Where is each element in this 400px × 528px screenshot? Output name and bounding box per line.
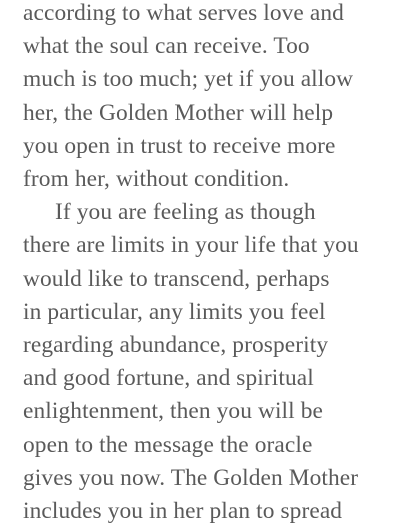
text-line: gives you now. The Golden Mother	[23, 464, 359, 491]
text-line: her, the Golden Mother will help	[23, 99, 334, 126]
text-line: enlightenment, then you will be	[23, 398, 323, 425]
text-line: regarding abundance, prosperity	[23, 332, 329, 359]
text-line: from her, without condition.	[23, 166, 290, 193]
text-line: and good fortune, and spiritual	[23, 365, 314, 392]
text-line: would like to transcend, perhaps	[23, 265, 330, 292]
paragraph-start-line: If you are feeling as though	[55, 199, 316, 226]
text-line: what the soul can receive. Too	[23, 33, 310, 60]
body-text	[23, 0, 393, 528]
text-line: you open in trust to receive more	[23, 132, 336, 159]
text-line: in particular, any limits you feel	[23, 298, 326, 325]
text-line: according to what serves love and	[23, 0, 344, 26]
text-line: open to the message the oracle	[23, 431, 313, 458]
text-line: much is too much; yet if you allow	[23, 66, 354, 93]
text-line: there are limits in your life that you	[23, 232, 359, 259]
text-line: includes you in her plan to spread	[23, 498, 343, 525]
